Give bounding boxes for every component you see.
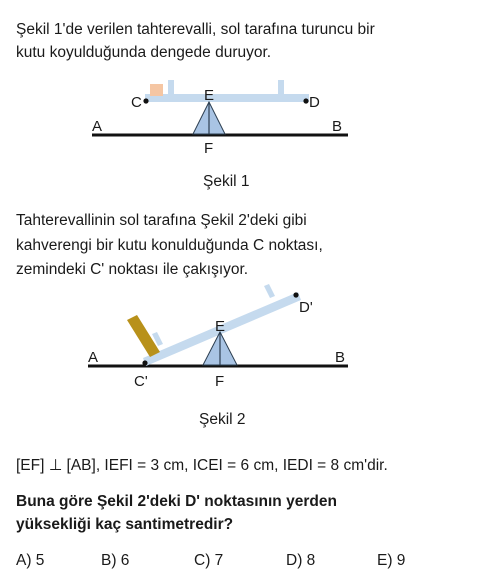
question-line-2: yüksekliği kaç santimetredir? (16, 516, 234, 533)
plank-2-post-right (264, 284, 275, 298)
label-a-2: A (88, 349, 99, 366)
figure-2 (88, 284, 348, 390)
label-e-2: E (215, 318, 226, 335)
label-d-prime: D' (299, 299, 313, 316)
choice-c[interactable]: C) 7 (194, 552, 224, 569)
label-c-1: C (131, 94, 142, 111)
middle-line-1: Tahterevallinin sol tarafına Şekil 2'deki gibi (16, 212, 307, 229)
point-c-1 (143, 98, 148, 103)
figure-1-caption: Şekil 1 (203, 173, 250, 190)
label-a-1: A (92, 118, 103, 135)
choice-e[interactable]: E) 9 (377, 552, 406, 569)
question-line-1: Buna göre Şekil 2'deki D' noktasının yerden (16, 493, 337, 510)
choice-d[interactable]: D) 8 (286, 552, 316, 569)
label-f-1: F (204, 140, 214, 157)
orange-box (150, 84, 163, 96)
middle-line-3: zemindeki C' noktası ile çakışıyor. (16, 261, 249, 278)
label-c-prime: C' (134, 373, 148, 390)
choice-b[interactable]: B) 6 (101, 552, 130, 569)
label-e-1: E (204, 87, 215, 104)
plank-1-post-left (168, 80, 174, 96)
plank-1-post-right (278, 80, 284, 96)
figure-2-caption: Şekil 2 (199, 411, 246, 428)
intro-line-1: Şekil 1'de verilen tahterevalli, sol tarafına turuncu bir (16, 21, 375, 38)
label-b-1: B (332, 118, 343, 135)
choice-a[interactable]: A) 5 (16, 552, 45, 569)
intro-line-2: kutu koyulduğunda dengede duruyor. (16, 44, 272, 61)
point-c-prime (142, 360, 147, 365)
point-d-prime (293, 292, 298, 297)
label-f-2: F (215, 373, 225, 390)
point-d-1 (303, 98, 308, 103)
given-statement: [EF] ⊥ [AB], IEFI = 3 cm, ICEI = 6 cm, IEDI = 8 cm'dir. (16, 457, 388, 474)
label-b-2: B (335, 349, 346, 366)
label-d-1: D (309, 94, 320, 111)
middle-line-2: kahverengi bir kutu konulduğunda C noktası, (16, 237, 323, 254)
figure-1 (92, 80, 348, 157)
